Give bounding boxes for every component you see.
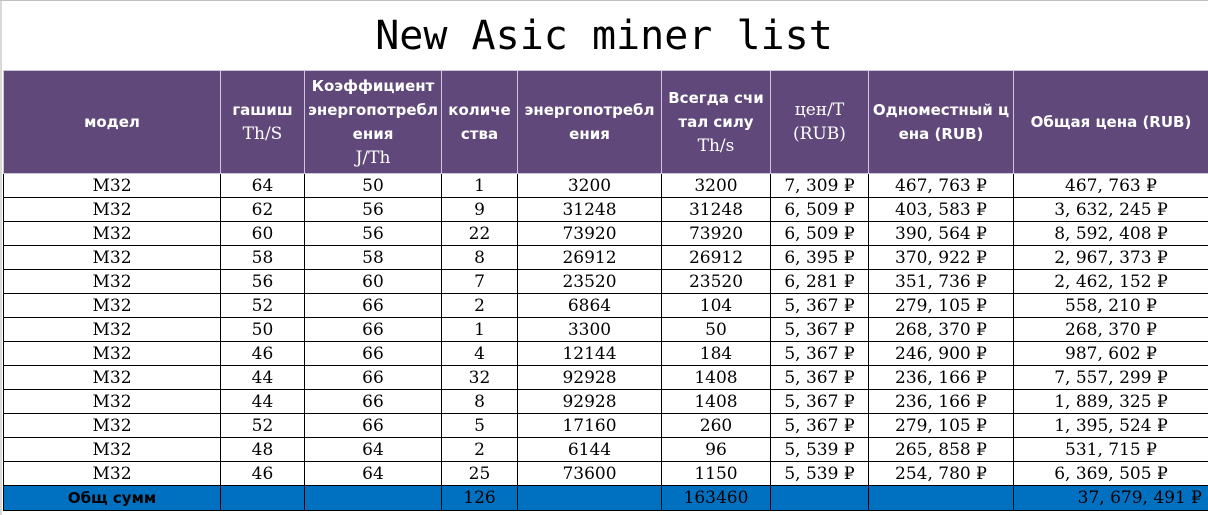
- cell-power[interactable]: 12144: [518, 342, 662, 366]
- header-quantity[interactable]: количества: [442, 71, 518, 174]
- table-row: [4, 174, 1208, 198]
- cell-unit-price[interactable]: 236, 166 ₽: [869, 366, 1014, 390]
- cell-efficiency[interactable]: 66: [305, 342, 442, 366]
- cell-quantity[interactable]: 9: [442, 198, 518, 222]
- cell-hashrate[interactable]: 46: [221, 462, 305, 486]
- cell-unit-price[interactable]: 279, 105 ₽: [869, 414, 1014, 438]
- total-sum[interactable]: 37, 679, 491 ₽: [1014, 486, 1208, 511]
- cell-hashrate[interactable]: 44: [221, 390, 305, 414]
- header-hashrate[interactable]: гашиш Th/S: [221, 71, 305, 174]
- cell-efficiency[interactable]: 66: [305, 414, 442, 438]
- sheet-title: New Asic miner list: [0, 0, 1208, 70]
- cell-price-per-th[interactable]: 5, 367 ₽: [771, 390, 869, 414]
- total-cell[interactable]: [869, 486, 1014, 511]
- cell-quantity[interactable]: 1: [442, 318, 518, 342]
- cell-unit-price[interactable]: 268, 370 ₽: [869, 318, 1014, 342]
- cell-total-price[interactable]: 558, 210 ₽: [1014, 294, 1208, 318]
- cell-model[interactable]: M32: [4, 342, 221, 366]
- cell-quantity[interactable]: 25: [442, 462, 518, 486]
- cell-total-hashrate[interactable]: 1150: [662, 462, 771, 486]
- cell-total-price[interactable]: 2, 462, 152 ₽: [1014, 270, 1208, 294]
- cell-total-hashrate[interactable]: 3200: [662, 174, 771, 198]
- cell-total-price[interactable]: 987, 602 ₽: [1014, 342, 1208, 366]
- cell-unit-price[interactable]: 370, 922 ₽: [869, 246, 1014, 270]
- cell-total-hashrate[interactable]: 96: [662, 438, 771, 462]
- cell-power[interactable]: 23520: [518, 270, 662, 294]
- cell-power[interactable]: 31248: [518, 198, 662, 222]
- cell-power[interactable]: 3200: [518, 174, 662, 198]
- cell-model[interactable]: M32: [4, 270, 221, 294]
- header-unit-price[interactable]: Одноместный цена (RUB): [869, 71, 1014, 174]
- cell-model[interactable]: M32: [4, 318, 221, 342]
- cell-price-per-th[interactable]: 6, 281 ₽: [771, 270, 869, 294]
- cell-total-hashrate[interactable]: 1408: [662, 390, 771, 414]
- cell-price-per-th[interactable]: 5, 539 ₽: [771, 462, 869, 486]
- cell-efficiency[interactable]: 66: [305, 318, 442, 342]
- cell-power[interactable]: 3300: [518, 318, 662, 342]
- cell-quantity[interactable]: 1: [442, 174, 518, 198]
- cell-power[interactable]: 92928: [518, 390, 662, 414]
- table-row: [4, 390, 1208, 414]
- total-hashrate[interactable]: 163460: [662, 486, 771, 511]
- cell-price-per-th[interactable]: 5, 367 ₽: [771, 318, 869, 342]
- cell-quantity[interactable]: 7: [442, 270, 518, 294]
- total-cell[interactable]: [221, 486, 305, 511]
- cell-power[interactable]: 73920: [518, 222, 662, 246]
- cell-unit-price[interactable]: 390, 564 ₽: [869, 222, 1014, 246]
- table-row: [4, 438, 1208, 462]
- table-row: [4, 294, 1208, 318]
- cell-total-price[interactable]: 7, 557, 299 ₽: [1014, 366, 1208, 390]
- cell-price-per-th[interactable]: 6, 509 ₽: [771, 198, 869, 222]
- cell-hashrate[interactable]: 56: [221, 270, 305, 294]
- cell-quantity[interactable]: 5: [442, 414, 518, 438]
- cell-price-per-th[interactable]: 5, 367 ₽: [771, 414, 869, 438]
- cell-total-price[interactable]: 2, 967, 373 ₽: [1014, 246, 1208, 270]
- cell-hashrate[interactable]: 62: [221, 198, 305, 222]
- cell-total-price[interactable]: 6, 369, 505 ₽: [1014, 462, 1208, 486]
- header-power[interactable]: энергопотребления: [518, 71, 662, 174]
- cell-unit-price[interactable]: 236, 166 ₽: [869, 390, 1014, 414]
- cell-model[interactable]: M32: [4, 198, 221, 222]
- cell-total-price[interactable]: 3, 632, 245 ₽: [1014, 198, 1208, 222]
- table-row: [4, 366, 1208, 390]
- cell-model[interactable]: M32: [4, 294, 221, 318]
- cell-total-hashrate[interactable]: 23520: [662, 270, 771, 294]
- header-total-price[interactable]: Общая цена (RUB): [1014, 71, 1208, 174]
- total-label[interactable]: Общ сумм: [4, 486, 221, 511]
- table-row: [4, 318, 1208, 342]
- cell-unit-price[interactable]: 279, 105 ₽: [869, 294, 1014, 318]
- cell-model[interactable]: M32: [4, 462, 221, 486]
- cell-quantity[interactable]: 8: [442, 390, 518, 414]
- cell-unit-price[interactable]: 351, 736 ₽: [869, 270, 1014, 294]
- cell-hashrate[interactable]: 60: [221, 222, 305, 246]
- cell-total-hashrate[interactable]: 73920: [662, 222, 771, 246]
- total-cell[interactable]: [305, 486, 442, 511]
- cell-total-hashrate[interactable]: 184: [662, 342, 771, 366]
- cell-efficiency[interactable]: 58: [305, 246, 442, 270]
- cell-quantity[interactable]: 8: [442, 246, 518, 270]
- cell-unit-price[interactable]: 403, 583 ₽: [869, 198, 1014, 222]
- cell-hashrate[interactable]: 52: [221, 294, 305, 318]
- cell-hashrate[interactable]: 50: [221, 318, 305, 342]
- total-quantity[interactable]: 126: [442, 486, 518, 511]
- cell-unit-price[interactable]: 265, 858 ₽: [869, 438, 1014, 462]
- cell-price-per-th[interactable]: 6, 509 ₽: [771, 222, 869, 246]
- table-row: [4, 198, 1208, 222]
- header-price-per-th[interactable]: цен/T (RUB): [771, 71, 869, 174]
- cell-power[interactable]: 26912: [518, 246, 662, 270]
- cell-total-hashrate[interactable]: 260: [662, 414, 771, 438]
- table-row: [4, 342, 1208, 366]
- cell-efficiency[interactable]: 66: [305, 390, 442, 414]
- cell-hashrate[interactable]: 52: [221, 414, 305, 438]
- cell-price-per-th[interactable]: 6, 395 ₽: [771, 246, 869, 270]
- cell-efficiency[interactable]: 64: [305, 438, 442, 462]
- cell-hashrate[interactable]: 64: [221, 174, 305, 198]
- cell-total-hashrate[interactable]: 31248: [662, 198, 771, 222]
- header-row: [4, 71, 1208, 174]
- header-total-hashrate[interactable]: Всегда считал силу Th/s: [662, 71, 771, 174]
- cell-total-hashrate[interactable]: 26912: [662, 246, 771, 270]
- cell-model[interactable]: M32: [4, 174, 221, 198]
- sheet-left-edge: [0, 0, 2, 515]
- cell-quantity[interactable]: 2: [442, 438, 518, 462]
- cell-efficiency[interactable]: 56: [305, 198, 442, 222]
- table-row: [4, 462, 1208, 486]
- cell-model[interactable]: M32: [4, 366, 221, 390]
- cell-price-per-th[interactable]: 5, 539 ₽: [771, 438, 869, 462]
- cell-efficiency[interactable]: 56: [305, 222, 442, 246]
- cell-quantity[interactable]: 32: [442, 366, 518, 390]
- cell-efficiency[interactable]: 50: [305, 174, 442, 198]
- cell-total-price[interactable]: 1, 395, 524 ₽: [1014, 414, 1208, 438]
- cell-total-hashrate[interactable]: 1408: [662, 366, 771, 390]
- cell-hashrate[interactable]: 46: [221, 342, 305, 366]
- cell-total-price[interactable]: 1, 889, 325 ₽: [1014, 390, 1208, 414]
- header-efficiency[interactable]: Коэффициент энергопотребления J/Th: [305, 71, 442, 174]
- cell-price-per-th[interactable]: 7, 309 ₽: [771, 174, 869, 198]
- cell-total-hashrate[interactable]: 50: [662, 318, 771, 342]
- cell-power[interactable]: 92928: [518, 366, 662, 390]
- cell-quantity[interactable]: 22: [442, 222, 518, 246]
- cell-total-price[interactable]: 531, 715 ₽: [1014, 438, 1208, 462]
- total-row: [4, 486, 1208, 511]
- header-model[interactable]: модел: [4, 71, 221, 174]
- cell-model[interactable]: M32: [4, 246, 221, 270]
- cell-power[interactable]: 6144: [518, 438, 662, 462]
- cell-model[interactable]: M32: [4, 390, 221, 414]
- cell-price-per-th[interactable]: 5, 367 ₽: [771, 366, 869, 390]
- cell-model[interactable]: M32: [4, 414, 221, 438]
- cell-unit-price[interactable]: 246, 900 ₽: [869, 342, 1014, 366]
- cell-price-per-th[interactable]: 5, 367 ₽: [771, 294, 869, 318]
- cell-quantity[interactable]: 2: [442, 294, 518, 318]
- cell-unit-price[interactable]: 254, 780 ₽: [869, 462, 1014, 486]
- table-row: [4, 270, 1208, 294]
- cell-model[interactable]: M32: [4, 222, 221, 246]
- table-row: [4, 246, 1208, 270]
- cell-hashrate[interactable]: 48: [221, 438, 305, 462]
- cell-hashrate[interactable]: 44: [221, 366, 305, 390]
- cell-efficiency[interactable]: 66: [305, 294, 442, 318]
- cell-price-per-th[interactable]: 5, 367 ₽: [771, 342, 869, 366]
- cell-model[interactable]: M32: [4, 438, 221, 462]
- table-row: [4, 222, 1208, 246]
- cell-efficiency[interactable]: 60: [305, 270, 442, 294]
- cell-unit-price[interactable]: 467, 763 ₽: [869, 174, 1014, 198]
- total-cell[interactable]: [518, 486, 662, 511]
- cell-total-price[interactable]: 268, 370 ₽: [1014, 318, 1208, 342]
- cell-power[interactable]: 17160: [518, 414, 662, 438]
- cell-total-price[interactable]: 467, 763 ₽: [1014, 174, 1208, 198]
- cell-efficiency[interactable]: 66: [305, 366, 442, 390]
- cell-hashrate[interactable]: 58: [221, 246, 305, 270]
- miner-table: [3, 70, 1208, 511]
- cell-quantity[interactable]: 4: [442, 342, 518, 366]
- table-row: [4, 414, 1208, 438]
- cell-efficiency[interactable]: 64: [305, 462, 442, 486]
- cell-power[interactable]: 73600: [518, 462, 662, 486]
- total-cell[interactable]: [771, 486, 869, 511]
- cell-total-hashrate[interactable]: 104: [662, 294, 771, 318]
- cell-power[interactable]: 6864: [518, 294, 662, 318]
- cell-total-price[interactable]: 8, 592, 408 ₽: [1014, 222, 1208, 246]
